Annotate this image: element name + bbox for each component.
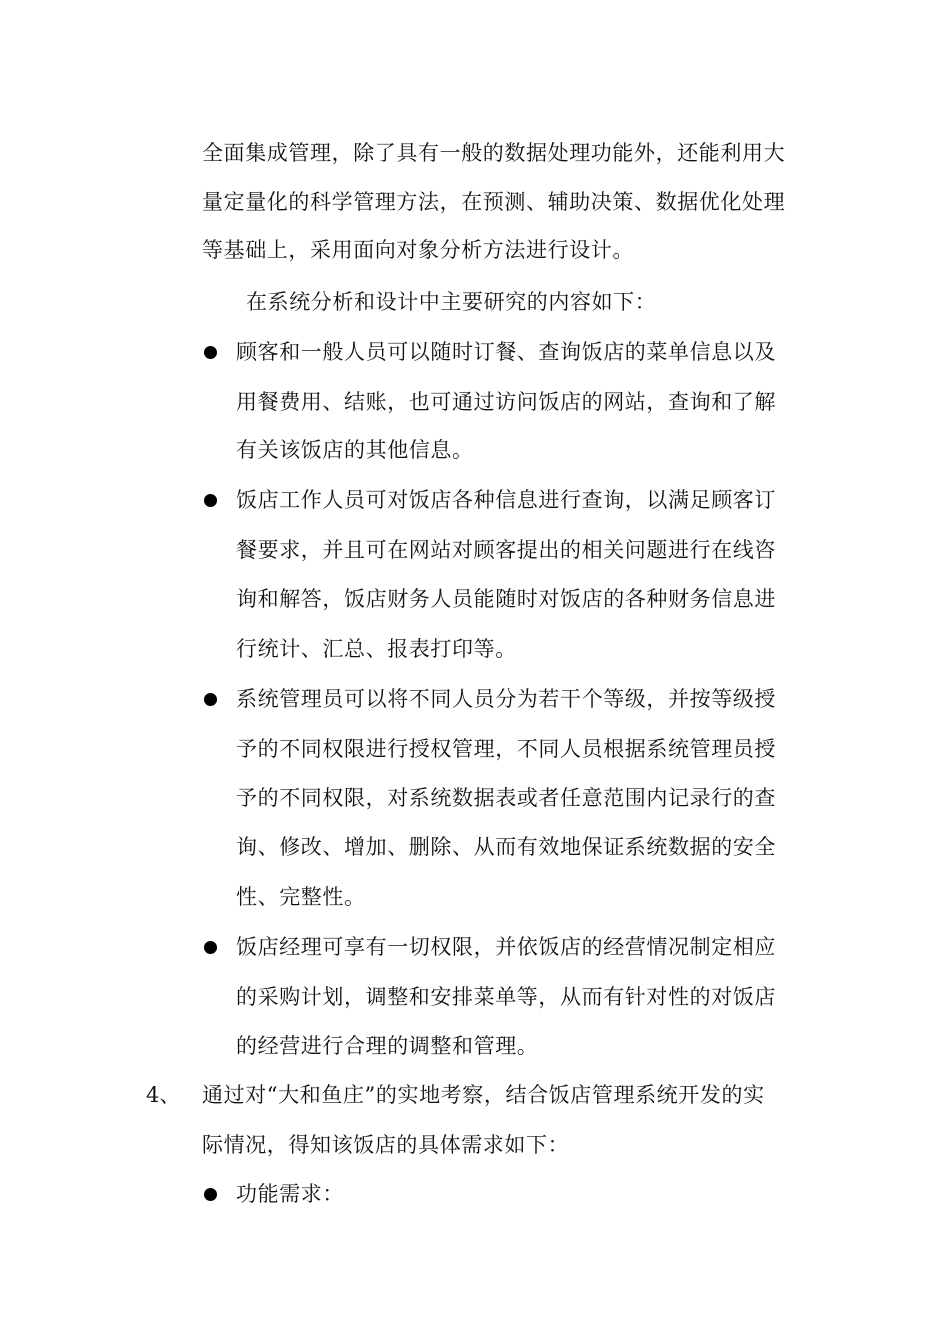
- bullet-line: 有关该饭店的其他信息。: [236, 438, 474, 462]
- bullet-dot-icon: [204, 494, 217, 507]
- paragraph-line: 际情况，得知该饭店的具体需求如下：: [202, 1133, 570, 1157]
- bullet-line: 行统计、汇总、报表打印等。: [236, 637, 517, 661]
- bullet-line: 顾客和一般人员可以随时订餐、查询饭店的菜单信息以及: [236, 340, 776, 364]
- section-number: 4、: [146, 1083, 181, 1107]
- bullet-dot-icon: [204, 1188, 217, 1201]
- bullet-line: 的经营进行合理的调整和管理。: [236, 1034, 539, 1058]
- lead-sentence: 在系统分析和设计中主要研究的内容如下：: [246, 290, 657, 314]
- bullet-line: 予的不同权限，对系统数据表或者任意范围内记录行的查: [236, 786, 776, 810]
- paragraph-line: 全面集成管理，除了具有一般的数据处理功能外，还能利用大: [202, 141, 786, 165]
- bullet-line: 功能需求：: [236, 1182, 344, 1206]
- bullet-line: 性、完整性。: [236, 885, 366, 909]
- paragraph-line: 通过对“大和鱼庄”的实地考察，结合饭店管理系统开发的实: [202, 1083, 765, 1107]
- bullet-line: 饭店经理可享有一切权限，并依饭店的经营情况制定相应: [236, 935, 776, 959]
- bullet-line: 予的不同权限进行授权管理，不同人员根据系统管理员授: [236, 737, 776, 761]
- bullet-dot-icon: [204, 941, 217, 954]
- bullet-line: 系统管理员可以将不同人员分为若干个等级，并按等级授: [236, 687, 776, 711]
- paragraph-line: 量定量化的科学管理方法，在预测、辅助决策、数据优化处理: [202, 190, 786, 214]
- paragraph-line: 等基础上，采用面向对象分析方法进行设计。: [202, 238, 634, 262]
- bullet-line: 的采购计划，调整和安排菜单等，从而有针对性的对饭店: [236, 985, 776, 1009]
- bullet-line: 餐要求，并且可在网站对顾客提出的相关问题进行在线咨: [236, 538, 776, 562]
- bullet-line: 询和解答，饭店财务人员能随时对饭店的各种财务信息进: [236, 587, 776, 611]
- bullet-dot-icon: [204, 346, 217, 359]
- bullet-dot-icon: [204, 693, 217, 706]
- bullet-line: 询、修改、增加、删除、从而有效地保证系统数据的安全: [236, 835, 776, 859]
- bullet-line: 用餐费用、结账，也可通过访问饭店的网站，查询和了解: [236, 390, 776, 414]
- bullet-line: 饭店工作人员可对饭店各种信息进行查询，以满足顾客订: [236, 488, 776, 512]
